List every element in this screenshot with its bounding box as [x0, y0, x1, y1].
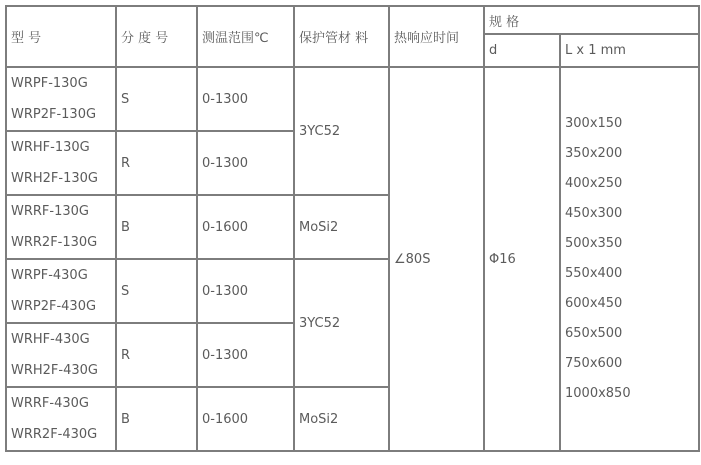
header-spec-l: L x 1 mm: [560, 34, 699, 67]
cell-models: [6, 195, 116, 259]
cell-temp-range: 0-1300: [197, 259, 294, 323]
cell-graduation: S: [116, 259, 197, 323]
model-name: WRR2F-430G: [11, 427, 98, 442]
cell-diameter: Φ16: [484, 67, 560, 451]
cell-graduation: B: [116, 387, 197, 451]
thermocouple-spec-table: [5, 5, 700, 452]
cell-models: [6, 131, 116, 195]
model-name: WRRF-130G: [11, 204, 89, 219]
cell-temp-range: 0-1600: [197, 195, 294, 259]
cell-models: [6, 323, 116, 387]
header-spec: 规 格: [484, 6, 699, 34]
l-size-item: 750x600: [565, 356, 623, 371]
l-size-item: 600x450: [565, 296, 623, 311]
model-name: WRP2F-430G: [11, 299, 97, 314]
cell-graduation: S: [116, 67, 197, 131]
l-size-item: 650x500: [565, 326, 623, 341]
header-spec-d: d: [484, 34, 560, 67]
cell-l-sizes: [560, 67, 699, 451]
header-graduation: 分 度 号: [116, 6, 197, 67]
l-size-item: 550x400: [565, 266, 623, 281]
cell-graduation: R: [116, 131, 197, 195]
cell-temp-range: 0-1300: [197, 131, 294, 195]
cell-graduation: B: [116, 195, 197, 259]
model-name: WRPF-130G: [11, 76, 88, 91]
cell-material: 3YC52: [294, 67, 389, 195]
l-size-item: 450x300: [565, 206, 623, 221]
cell-graduation: R: [116, 323, 197, 387]
cell-models: [6, 387, 116, 451]
cell-material: MoSi2: [294, 195, 389, 259]
header-protection-tube: 保护管材 料: [294, 6, 389, 67]
model-name: WRH2F-430G: [11, 363, 98, 378]
cell-temp-range: 0-1300: [197, 323, 294, 387]
cell-material: MoSi2: [294, 387, 389, 451]
header-temp-range: 测温范围℃: [197, 6, 294, 67]
model-name: WRPF-430G: [11, 268, 88, 283]
model-name: WRP2F-130G: [11, 107, 97, 122]
cell-models: [6, 67, 116, 131]
cell-temp-range: 0-1600: [197, 387, 294, 451]
cell-thermal-response: ∠80S: [389, 67, 484, 451]
cell-material: 3YC52: [294, 259, 389, 387]
l-size-item: 1000x850: [565, 386, 631, 401]
model-name: WRHF-430G: [11, 332, 90, 347]
header-model: 型 号: [6, 6, 116, 67]
l-size-item: 300x150: [565, 116, 623, 131]
header-thermal-response: 热响应时间: [389, 6, 484, 67]
model-name: WRR2F-130G: [11, 235, 98, 250]
cell-temp-range: 0-1300: [197, 67, 294, 131]
model-name: WRH2F-130G: [11, 171, 98, 186]
model-name: WRRF-430G: [11, 396, 89, 411]
model-name: WRHF-130G: [11, 140, 90, 155]
cell-models: [6, 259, 116, 323]
l-size-item: 350x200: [565, 146, 623, 161]
l-size-item: 400x250: [565, 176, 623, 191]
l-size-item: 500x350: [565, 236, 623, 251]
